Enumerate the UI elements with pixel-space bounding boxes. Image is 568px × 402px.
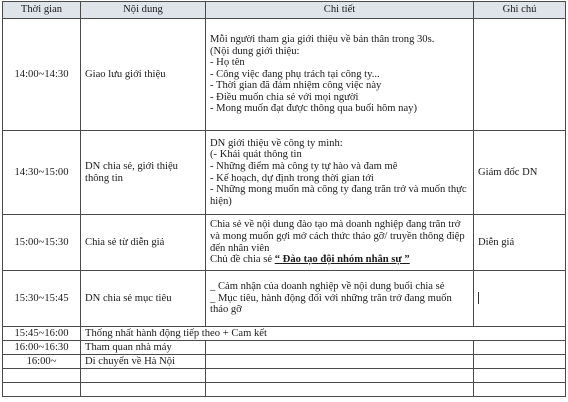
empty-cell — [81, 369, 206, 383]
table-row — [3, 355, 566, 369]
schedule-table-wrapper — [2, 1, 566, 397]
empty-cell — [3, 383, 81, 397]
header-content: Nội dung — [81, 2, 206, 19]
detail-line: - Những điểm mà công ty tự hào và đam mê — [210, 160, 398, 172]
row-detail — [206, 341, 474, 355]
row-content: Di chuyển về Hà Nội — [81, 355, 206, 369]
row-note — [474, 355, 566, 369]
detail-topic-line — [210, 254, 469, 266]
text-cursor — [478, 292, 479, 304]
detail-line: - Họ tên — [210, 57, 245, 69]
table-row — [3, 19, 566, 131]
row-content: Giao lưu giới thiệu — [81, 19, 206, 131]
empty-cell — [81, 383, 206, 397]
row-detail — [206, 215, 474, 271]
detail-line: - Điều muốn chia sẻ với mọi người — [210, 91, 359, 103]
row-note — [474, 341, 566, 355]
empty-cell — [3, 369, 81, 383]
empty-cell — [474, 383, 566, 397]
table-row-empty — [3, 383, 566, 397]
row-time: 15:45~16:00 — [3, 327, 81, 341]
detail-line: (- Khái quát thông tin — [210, 149, 302, 161]
table-row — [3, 271, 566, 327]
table-row — [3, 341, 566, 355]
empty-cell — [206, 369, 474, 383]
row-note — [474, 19, 566, 131]
detail-line: - Thời gian đã đảm nhiệm công việc này — [210, 80, 382, 92]
table-row — [3, 215, 566, 271]
row-note: Giám đốc DN — [474, 131, 566, 215]
table-row — [3, 131, 566, 215]
header-note: Ghi chú — [474, 2, 566, 19]
row-content: Chia sẻ từ diễn giả — [81, 215, 206, 271]
detail-topic-prefix: Chủ đề chia sẻ — [210, 254, 273, 266]
header-row — [3, 2, 566, 19]
row-content: Tham quan nhà máy — [81, 341, 206, 355]
row-detail — [206, 355, 474, 369]
detail-line: - Công việc đang phụ trách tại công ty... — [210, 68, 380, 80]
detail-line: Mỗi người tham gia giới thiệu về bản thân trong 30s. — [210, 33, 435, 45]
row-time: 14:30~15:00 — [3, 131, 81, 215]
detail-line: (Nội dung giới thiệu: — [210, 45, 300, 57]
row-content: Thống nhất hành động tiếp theo + Cam kết — [81, 327, 566, 341]
empty-cell — [474, 369, 566, 383]
header-time: Thời gian — [3, 2, 81, 19]
row-note — [474, 271, 566, 327]
table-row — [3, 327, 566, 341]
row-time: 16:00~ — [3, 355, 81, 369]
detail-line: - Kế hoạch, dự định trong thời gian tới — [210, 172, 374, 184]
detail-topic: “ Đào tạo đội nhóm nhân sự ” — [274, 254, 410, 266]
detail-line: DN giới thiệu về công ty mình: — [210, 137, 343, 149]
detail-text: Chia sẻ về nội dung đào tạo mà doanh nghiệp đang trăn trở và mong muốn gợi mở cách thức tháo gỡ/ truyền thông điệp đến nhân viên — [210, 219, 465, 254]
table-row-empty — [3, 369, 566, 383]
header-detail: Chi tiết — [206, 2, 474, 19]
row-detail — [206, 131, 474, 215]
detail-line: - Mong muốn đạt được thông qua buổi hôm nay) — [210, 103, 418, 115]
row-time: 16:00~16:30 — [3, 341, 81, 355]
row-content: DN chia sẻ mục tiêu — [81, 271, 206, 327]
detail-line: _ Mục tiêu, hành động đối với những trăn trở đang muốn tháo gỡ — [210, 292, 452, 316]
empty-cell — [206, 383, 474, 397]
schedule-table — [2, 1, 566, 397]
row-note: Diễn giả — [474, 215, 566, 271]
row-detail — [206, 19, 474, 131]
row-time: 15:00~15:30 — [3, 215, 81, 271]
row-time: 15:30~15:45 — [3, 271, 81, 327]
detail-line: _ Cảm nhận của doanh nghiệp về nội dung buổi chia sẻ — [210, 281, 445, 293]
row-time: 14:00~14:30 — [3, 19, 81, 131]
detail-line: - Những mong muốn mà công ty đang trăn trở và muốn thực hiện) — [210, 184, 467, 207]
row-detail — [206, 271, 474, 327]
row-content: DN chia sẻ, giới thiệu thông tin — [81, 131, 206, 215]
